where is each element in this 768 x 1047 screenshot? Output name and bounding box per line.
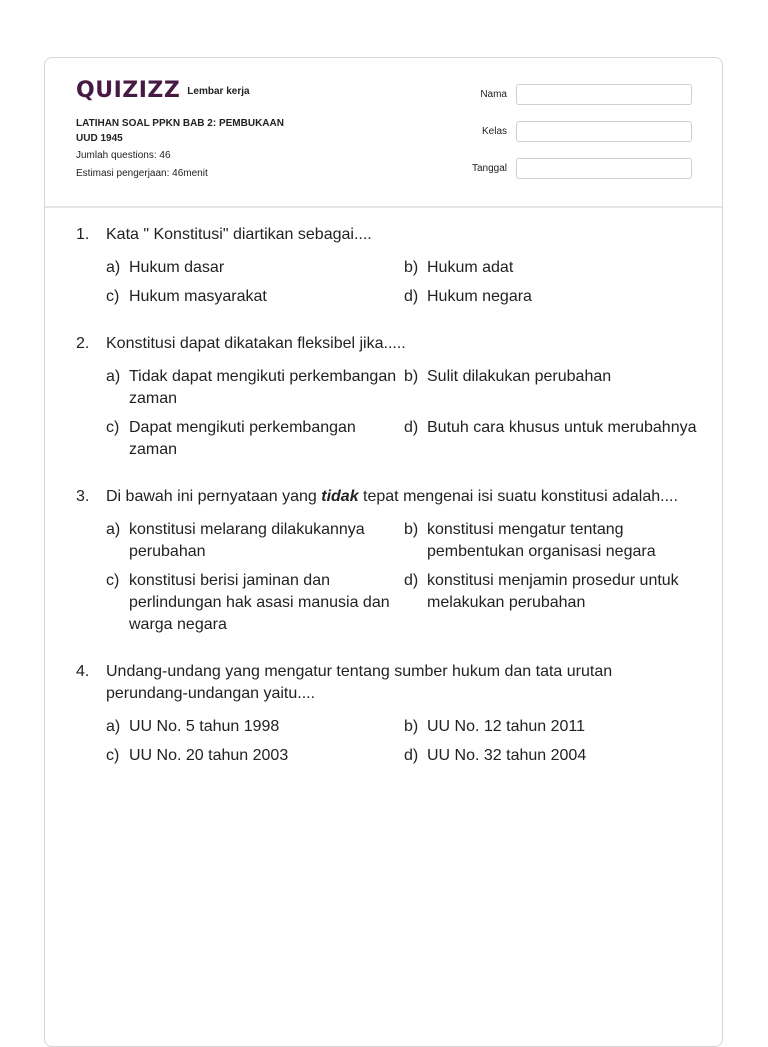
quizizz-logo: QUIZIZZ xyxy=(76,78,181,103)
answer-option[interactable] xyxy=(404,257,704,279)
question-list xyxy=(76,224,696,792)
question-text xyxy=(106,486,696,508)
question-text: Konstitusi dapat dikatakan fleksibel jika..... xyxy=(106,335,406,352)
option-letter: c) xyxy=(106,419,120,436)
question-number: 4. xyxy=(76,663,90,680)
option-text: UU No. 12 tahun 2011 xyxy=(427,718,586,735)
answer-option[interactable] xyxy=(404,286,704,308)
option-text: konstitusi melarang dilakukannya perubahan xyxy=(129,521,365,560)
question-text: Undang-undang yang mengatur tentang sumber hukum dan tata urutan perundang-undangan yaitu.... xyxy=(106,663,613,702)
answer-option[interactable] xyxy=(106,519,404,563)
option-letter: d) xyxy=(404,747,419,764)
answer-option[interactable] xyxy=(106,716,404,738)
option-letter: d) xyxy=(404,419,419,436)
option-text: Sulit dilakukan perubahan xyxy=(427,368,612,385)
question-stem xyxy=(76,224,696,246)
question-stem xyxy=(76,661,696,705)
answer-option[interactable] xyxy=(404,366,704,410)
option-letter: d) xyxy=(404,288,419,305)
option-letter: d) xyxy=(404,572,419,589)
answer-option[interactable] xyxy=(106,570,404,636)
option-letter: a) xyxy=(106,718,121,735)
option-letter: c) xyxy=(106,572,120,589)
option-text: konstitusi menjamin prosedur untuk melakukan perubahan xyxy=(427,572,679,611)
question-count: Jumlah questions: 46 xyxy=(76,150,171,161)
worksheet-subtitle: Lembar kerja xyxy=(187,85,250,97)
time-estimate: Estimasi pengerjaan: 46menit xyxy=(76,168,208,179)
option-text: UU No. 32 tahun 2004 xyxy=(427,747,587,764)
question-text-after: tepat mengenai isi suatu konstitusi adalah.... xyxy=(358,488,678,505)
answer-option[interactable] xyxy=(106,417,404,461)
answer-options xyxy=(106,716,696,767)
answer-option[interactable] xyxy=(404,519,704,563)
option-text: UU No. 20 tahun 2003 xyxy=(129,747,289,764)
question xyxy=(76,661,696,767)
question-text-before: Di bawah ini pernyataan yang xyxy=(106,488,322,505)
option-text: Hukum adat xyxy=(427,259,514,276)
answer-option[interactable] xyxy=(404,417,704,461)
option-letter: b) xyxy=(404,259,419,276)
option-text: UU No. 5 tahun 1998 xyxy=(129,718,280,735)
worksheet-meta xyxy=(76,116,306,182)
answer-option[interactable] xyxy=(106,745,404,767)
answer-options xyxy=(106,519,696,636)
answer-option[interactable] xyxy=(404,745,704,767)
question-stem xyxy=(76,486,696,508)
question-number: 3. xyxy=(76,488,90,505)
class-field xyxy=(472,121,692,142)
answer-options xyxy=(106,257,696,308)
option-text: konstitusi berisi jaminan dan perlindungan hak asasi manusia dan warga negara xyxy=(129,572,390,633)
name-label: Nama xyxy=(480,89,507,100)
option-text: Hukum masyarakat xyxy=(129,288,267,305)
worksheet xyxy=(44,57,723,1047)
option-text: Hukum negara xyxy=(427,288,532,305)
option-letter: b) xyxy=(404,368,419,385)
name-input[interactable] xyxy=(516,84,692,105)
worksheet-header xyxy=(45,58,722,208)
option-letter: a) xyxy=(106,259,121,276)
question-text: Kata " Konstitusi" diartikan sebagai.... xyxy=(106,226,372,243)
question xyxy=(76,486,696,636)
answer-option[interactable] xyxy=(404,716,704,738)
class-input[interactable] xyxy=(516,121,692,142)
option-text: Butuh cara khusus untuk merubahnya xyxy=(427,419,697,436)
answer-option[interactable] xyxy=(106,286,404,308)
option-letter: b) xyxy=(404,718,419,735)
option-letter: c) xyxy=(106,288,120,305)
date-input[interactable] xyxy=(516,158,692,179)
name-field xyxy=(472,84,692,105)
question-number: 2. xyxy=(76,335,90,352)
question xyxy=(76,224,696,308)
student-fields xyxy=(472,84,692,195)
question-stem xyxy=(76,333,696,355)
option-letter: a) xyxy=(106,368,121,385)
question-emphasis: tidak xyxy=(321,488,359,505)
date-field xyxy=(472,158,692,179)
answer-option[interactable] xyxy=(404,570,704,636)
question-number: 1. xyxy=(76,226,90,243)
answer-options xyxy=(106,366,696,461)
class-label: Kelas xyxy=(481,126,507,137)
answer-option[interactable] xyxy=(106,366,404,410)
option-text: Hukum dasar xyxy=(129,259,225,276)
option-text: Dapat mengikuti perkembangan zaman xyxy=(129,419,356,458)
worksheet-title: LATIHAN SOAL PPKN BAB 2: PEMBUKAAN UUD 1945 xyxy=(76,118,284,144)
option-letter: a) xyxy=(106,521,121,538)
option-text: Tidak dapat mengikuti perkembangan zaman xyxy=(129,368,397,407)
question xyxy=(76,333,696,461)
brand xyxy=(76,80,250,102)
option-letter: c) xyxy=(106,747,120,764)
option-text: konstitusi mengatur tentang pembentukan organisasi negara xyxy=(427,521,656,560)
date-label: Tanggal xyxy=(471,163,507,174)
answer-option[interactable] xyxy=(106,257,404,279)
option-letter: b) xyxy=(404,521,419,538)
